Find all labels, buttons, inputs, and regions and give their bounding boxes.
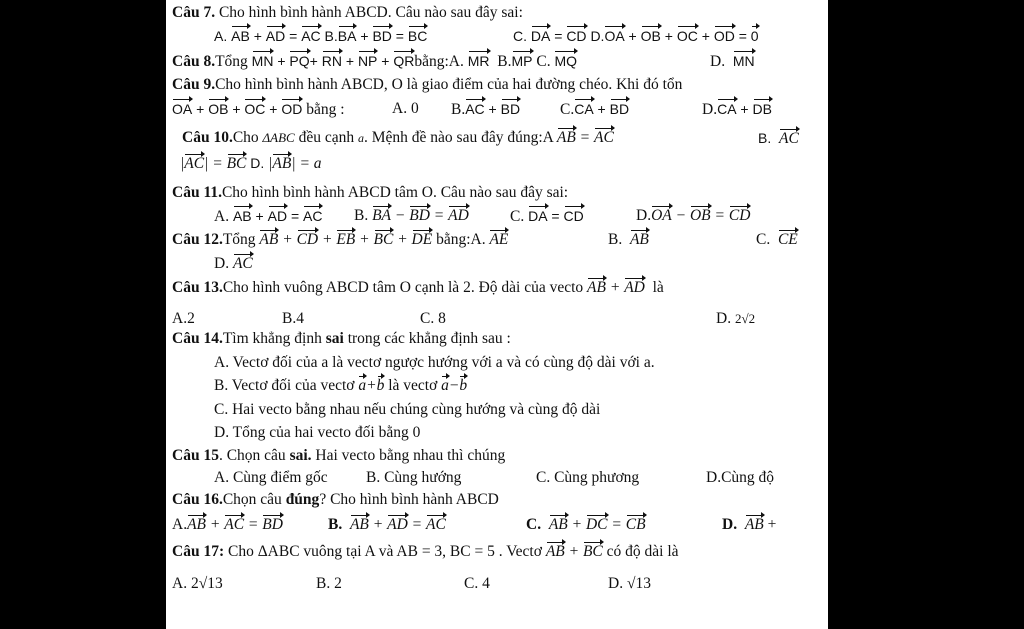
q15-question <box>172 447 505 465</box>
q13-option-a <box>172 310 195 328</box>
q10-text-3: . Mệnh đề nào sau đây đúng:A <box>364 129 557 146</box>
q10-option-b-label: B. <box>758 130 772 146</box>
q11-option-b: B. BA − BD = AD <box>354 207 469 224</box>
q8-option-a-label: bằng:A. <box>414 53 468 70</box>
q16-option-b-label: B. <box>328 516 343 533</box>
q14-option-b-text: B. Vectơ đối của vectơ <box>214 377 359 394</box>
q14-bold: sai <box>325 330 344 347</box>
q7-options: A. AB + AD = AC B.BA + BD = BC <box>214 28 428 44</box>
q14-option-c-text: C. Hai vecto bằng nhau nếu chúng cùng hướng và cùng độ dài <box>214 401 601 418</box>
q12-option-c-label: C. <box>756 231 771 248</box>
q15-option-b <box>366 469 461 487</box>
q17-tail: có độ dài là <box>602 543 679 560</box>
q9-question <box>172 76 682 94</box>
q13-option-c <box>420 310 446 328</box>
q13-option-d: D. 2√2 <box>716 310 756 327</box>
q15-option-c <box>536 469 639 487</box>
q13-tail: là <box>652 279 664 296</box>
q16-label: Câu 16. <box>172 491 223 508</box>
q12-option-d: D. AC <box>214 255 253 272</box>
q8-option-d-label: D. <box>710 53 726 70</box>
q12-option-b-label: B. <box>608 231 623 248</box>
q16-option-a: A.AB + AC = BD <box>172 516 283 533</box>
q7-question <box>172 4 523 22</box>
q8-text: Tổng <box>215 53 252 70</box>
q9-option-c-label: C. <box>560 101 575 118</box>
q17-label: Câu 17: <box>172 543 225 560</box>
q7-option-c: C. <box>513 28 531 44</box>
q10-option-d-label: D. <box>250 155 265 171</box>
q14-option-a-text: A. Vectơ đối của a là vectơ ngược hướng với a và có cùng độ dài với a. <box>214 354 655 371</box>
q12-option-a-label: bằng:A. <box>436 231 486 248</box>
q13-question: Câu 13.Cho hình vuông ABCD tâm O cạnh là 2. Độ dài của vecto AB + AD là <box>172 279 664 296</box>
q16-option-c-label: C. <box>526 516 542 533</box>
q16-text-2: ? Cho hình bình hành ABCD <box>319 491 499 508</box>
q14-option-c <box>214 401 600 419</box>
q16-question <box>172 491 499 509</box>
document-page <box>166 0 828 629</box>
q9-option-d-label: D. <box>702 101 718 118</box>
q16-bold: đúng <box>285 491 320 508</box>
q16-option-a-label: A. <box>172 516 188 533</box>
q13-option-c-text: C. 8 <box>420 310 446 327</box>
q7-text: Cho hình bình hành ABCD. Câu nào sau đây sai: <box>215 4 523 21</box>
q12-label: Câu 12. <box>172 231 223 248</box>
q8-option-d: D. MN <box>710 53 755 70</box>
q13-option-d-label: D. <box>716 310 732 327</box>
q15-option-b-text: B. Cùng hướng <box>366 469 462 486</box>
q9-option-b: B.AC + BD <box>451 101 521 118</box>
q10-option-c-d: |AC| = BC D. |AB| = a <box>180 155 322 172</box>
q17-option-c <box>464 575 490 593</box>
q13-label: Câu 13. <box>172 279 223 296</box>
q13-option-b <box>282 310 304 328</box>
q17-option-b <box>316 575 342 593</box>
q17-option-d-text: D. √13 <box>608 575 651 592</box>
q16-option-b: B. AB + AD = AC <box>328 516 446 533</box>
q15-option-a-text: A. Cùng điểm gốc <box>214 469 328 486</box>
q9-option-c: C.CA + BD <box>560 101 630 118</box>
q7-label: Câu 7. <box>172 4 216 21</box>
q14-option-b: B. Vectơ đối của vectơ a+b là vectơ a−b <box>214 377 468 394</box>
q13-text: Cho hình vuông ABCD tâm O cạnh là 2. Độ dài của vecto <box>222 279 588 296</box>
q14-label: Câu 14. <box>172 330 223 347</box>
q11-option-a: A. AB + AD = AC <box>214 208 323 225</box>
q17-option-c-text: C. 4 <box>464 575 490 592</box>
q11-option-c: C. DA = CD <box>510 208 584 225</box>
q17-option-b-text: B. 2 <box>316 575 342 592</box>
q8-label: Câu 8. <box>172 53 216 70</box>
q13-option-b-text: B.4 <box>282 310 304 327</box>
q8-question: Câu 8.Tổng MN + PQ+ RN + NP + QRbằng:A. MR B.MP C. MQ <box>172 53 578 70</box>
q14-option-d-text: D. Tổng của hai vecto đối bằng 0 <box>214 424 421 441</box>
q11-option-c-label: C. <box>510 208 525 225</box>
q12-question: Câu 12.Tổng AB + CD + EB + BC + DE bằng:A. AE <box>172 231 509 248</box>
q11-label: Câu 11. <box>172 184 222 201</box>
q15-option-d-text: D.Cùng độ <box>706 469 775 486</box>
q9-option-a <box>392 100 419 118</box>
q12-option-b: B. AB <box>608 231 649 248</box>
q11-option-b-label: B. <box>354 207 369 224</box>
q13-option-a-text: A.2 <box>172 310 195 327</box>
q9-equals: bằng : <box>306 101 345 118</box>
q15-text: . Chọn câu <box>218 447 290 464</box>
q14-option-d <box>214 424 420 442</box>
q15-option-a <box>214 469 328 487</box>
q16-option-c: C. AB + DC = CB <box>526 516 646 533</box>
q10-text-2: đều cạnh <box>294 129 358 146</box>
q12-option-c: C. CE <box>756 231 798 248</box>
q9-text: Cho hình bình hành ABCD, O là giao điểm của hai đường chéo. Khi đó tổn <box>215 76 683 93</box>
q14-option-b-text-2: là vectơ <box>384 377 442 394</box>
q17-question: Câu 17: Cho ΔABC vuông tại A và AB = 3, BC = 5 . Vectơ AB + BC có độ dài là <box>172 543 679 560</box>
q14-text-2: trong các khẳng định sau : <box>343 330 511 347</box>
q9-option-a-text: A. 0 <box>392 100 419 117</box>
q9-option-d: D.CA + DB <box>702 101 772 118</box>
q15-option-c-text: C. Cùng phương <box>536 469 640 486</box>
q15-bold: sai. <box>289 447 312 464</box>
q16-text: Chọn câu <box>222 491 286 508</box>
q12-option-d-label: D. <box>214 255 230 272</box>
q7-option-a: A. <box>214 28 232 44</box>
q10-question: Câu 10.Cho ΔABC đều cạnh $^a$. Mệnh đề nào sau đây đúng:A AB = AC <box>182 129 614 146</box>
q10-option-b: B. AC <box>758 130 799 147</box>
q11-question <box>172 184 568 202</box>
q16-option-d-label: D. <box>722 516 738 533</box>
q10-label: Câu 10. <box>182 129 233 146</box>
q17-option-d <box>608 575 651 593</box>
q7-option-b: B. <box>320 28 338 44</box>
q8-option-b-label: B. <box>497 53 512 70</box>
q17-text: Cho ΔABC vuông tại A và AB = 3, BC = 5 . Vectơ <box>224 543 546 560</box>
right-background <box>828 0 1024 629</box>
q11-option-d: D.OA − OB = CD <box>636 207 751 224</box>
q14-option-a <box>214 354 655 372</box>
q17-option-a <box>172 575 223 593</box>
q15-text-2: Hai vecto bằng nhau thì chúng <box>311 447 506 464</box>
q16-option-d: D. AB + <box>722 516 777 533</box>
q7-option-d: D. <box>590 28 605 44</box>
q11-option-d-label: D. <box>636 207 652 224</box>
q11-option-a-label: A. <box>214 208 230 225</box>
q15-label: Câu 15 <box>172 447 219 464</box>
q17-option-a-text: A. 2√13 <box>172 575 223 592</box>
q12-text: Tổng <box>222 231 260 248</box>
q9-options: OA + OB + OC + OD bằng : <box>172 101 345 118</box>
q14-text: Tìm khẳng định <box>222 330 326 347</box>
q15-option-d <box>706 469 774 487</box>
q9-option-b-label: B. <box>451 101 466 118</box>
q10-text: Cho <box>232 129 263 146</box>
q9-label: Câu 9. <box>172 76 216 93</box>
q14-question <box>172 330 511 348</box>
q11-text: Cho hình bình hành ABCD tâm O. Câu nào sau đây sai: <box>221 184 569 201</box>
q7-options-cd: C. DA = CD D.OA + OB + OC + OD = 0 <box>513 28 759 44</box>
q8-option-c-label: C. <box>536 53 551 70</box>
